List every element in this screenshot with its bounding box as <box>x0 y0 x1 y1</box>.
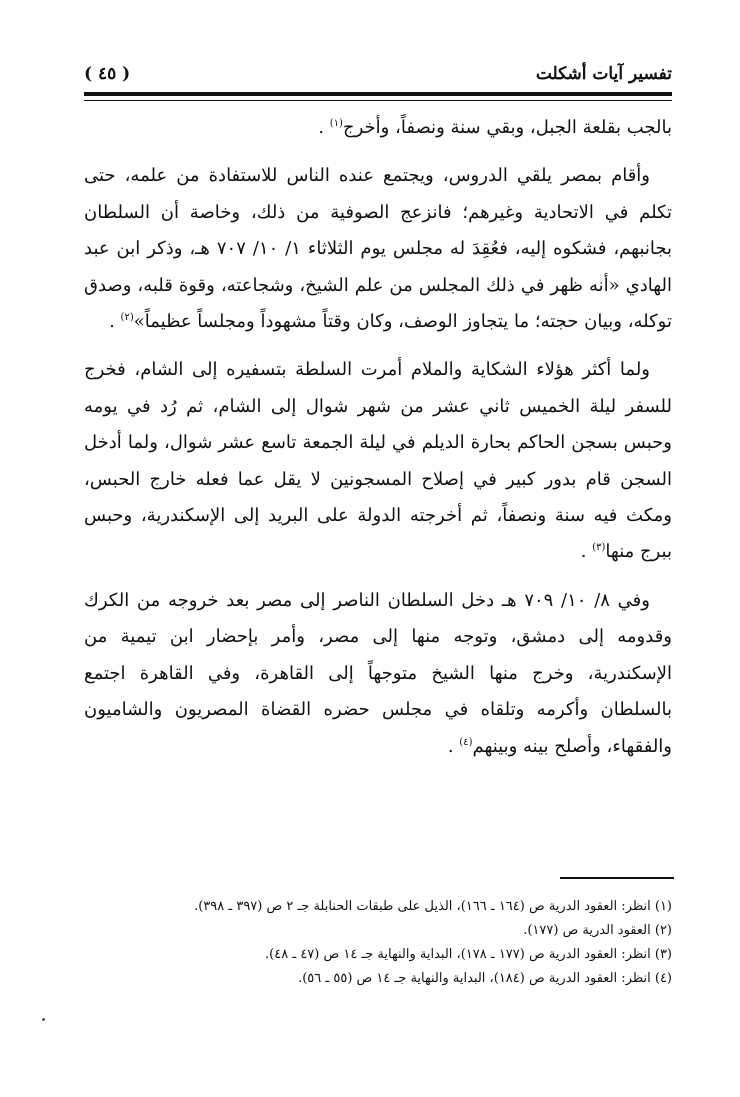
page-header <box>84 58 672 90</box>
footnote-3: (٣) انظر: العقود الدرية ص (١٧٧ ـ ١٧٨)، البداية والنهاية جـ ١٤ ص (٤٧ ـ ٤٨). <box>265 947 672 962</box>
footnote-ref-1: (١) <box>329 118 343 129</box>
paragraph-4-text: وفي ٨/ ١٠/ ٧٠٩ هـ دخل السلطان الناصر إلى مصر بعد خروجه من الكرك وقدومه إلى دمشق، وتوجه منها إلى مصر، وأمر بإحضار ابن تيمية من الإسكندرية، وخرج منها الشيخ متوجهاً إلى القاهرة، وفي القاهرة اجتمع بالسلطان وأكرمه وتلقاه في مجلس حضره القضاة المصريون والشاميون والفقهاء، وأصلح بينه وبينهم <box>84 589 672 757</box>
footnote-2: (٢) العقود الدرية ص (١٧٧). <box>523 923 672 938</box>
paragraph-2-tail: . <box>109 311 121 333</box>
header-rule-thick <box>84 92 672 96</box>
paragraph-1-text: بالجب بقلعة الجبل، وبقي سنة ونصفاً، وأخرج <box>342 117 672 138</box>
main-text <box>84 110 672 765</box>
footnotes <box>84 895 672 991</box>
running-title: تفسير آيات أشكلت <box>535 64 672 84</box>
footnote-ref-3: (٣) <box>592 542 606 554</box>
footnote-1: (١) انظر: العقود الدرية ص (١٦٤ ـ ١٦٦)، الذيل على طبقات الحنابلة جـ ٢ ص (٣٩٧ ـ ٣٩٨). <box>194 899 672 914</box>
paragraph-3-tail: . <box>580 541 593 563</box>
paragraph-2-text: وأقام بمصر يلقي الدروس، ويجتمع عنده الناس للاستفادة من علمه، حتى تكلم في الاتحادية وغيرهم؛ فانزعج الصوفية من ذلك، وخاصة أن السلطان بجانبهم، فشكوه إليه، فعُقِدَ له مجلس يوم الثلاثاء ١/ ١٠/ ٧٠٧ هـ، وذكر ابن عبد الهادي «أنه ظهر في ذلك المجلس من علم الشيخ، وشجاعته، وقوة قلبه، وصدق توكله، وبيان حجته؛ ما يتجاوز الوصف، وكان وقتاً مشهوداً ومجلساً عظيماً» <box>84 165 672 333</box>
paragraph-4 <box>84 583 672 765</box>
paragraph-3 <box>84 352 672 570</box>
footnote-ref-2: (٢) <box>120 312 134 324</box>
paragraph-3-text: ولما أكثر هؤلاء الشكاية والملام أمرت السلطة بتسفيره إلى الشام، فخرج للسفر ليلة الخميس ثاني عشر من شهر شوال إلى الشام، ثم رُد في يومه وحبس بسجن الحاكم بحارة الديلم في ليلة الجمعة تاسع عشر شوال، ولما أدخل السجن قام بدور كبير في إصلاح المسجونين لا يقل عما فعله خارج الحبس، ومكث فيه سنة ونصفاً، ثم أخرجته الدولة على البريد إلى الإسكندرية، وحبس ببرج منها <box>84 359 672 563</box>
footnote-separator <box>560 877 674 879</box>
footnote-4: (٤) انظر: العقود الدرية ص (١٨٤)، البداية والنهاية جـ ١٤ ص (٥٥ ـ ٥٦). <box>298 971 672 986</box>
paragraph-1-tail: . <box>318 117 330 138</box>
paragraph-1 <box>84 110 672 146</box>
footnote-ref-4: (٤) <box>459 736 473 748</box>
header-rule-thin <box>84 100 672 101</box>
paragraph-4-tail: . <box>447 735 460 757</box>
margin-dot <box>42 1018 45 1021</box>
page-number: ( ٤٥ ) <box>84 64 131 84</box>
paragraph-2 <box>84 158 672 340</box>
